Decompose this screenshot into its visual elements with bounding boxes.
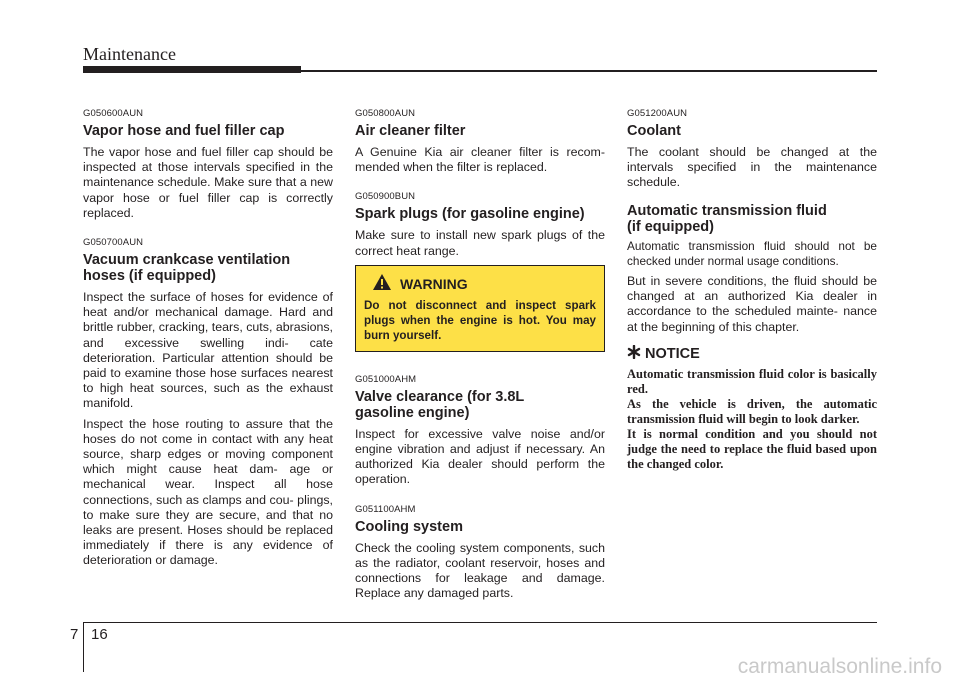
- section-code: G051100AHM: [355, 503, 416, 515]
- section-code: G050600AUN: [83, 108, 144, 119]
- section-title: Spark plugs (for gasoline engine): [355, 206, 585, 223]
- column-right: [627, 108, 877, 472]
- notice-text: Automatic transmission fluid color is basically red. As the vehicle is driven, the automatic transmission fluid will begin to look darker. It is normal condition and you should not judge the need to replace the fluid based upon the changed color.: [627, 366, 877, 471]
- section-title: Automatic transmission fluid (if equipped): [627, 202, 827, 235]
- notice-box: [627, 345, 877, 472]
- warning-title: WARNING: [400, 276, 468, 293]
- section-paragraph: A Genuine Kia air cleaner filter is recom- mended when the filter is replaced.: [355, 145, 605, 175]
- header-rule: [301, 70, 877, 72]
- section-paragraph: Make sure to install new spark plugs of the correct heat range.: [355, 228, 605, 258]
- section-paragraph: Inspect the surface of hoses for evidence of heat and/or mechanical damage. Hard and brittle rubber, cracking, tears, cuts, abrasions, and excessive swelling indi- cate deterioration. Particular attention should be paid to examine those hose surfaces nearest to high heat sources, such as the exhaust manifold.: [83, 290, 333, 411]
- header-bar: [83, 66, 301, 73]
- footer-tick: [83, 622, 84, 672]
- section-code: G050700AUN: [83, 237, 144, 249]
- column-left: [83, 108, 333, 585]
- section-paragraph: Inspect the hose routing to assure that the hoses do not come in contact with any heat source, sharp edges or moving component which might cause heat dam- age or mechanical wear. Inspect all hose connections, such as clamps and cou- plings, to make sure they are secure, and that no leaks are present. Hoses should be replaced immediately if there is any evidence of deterioration or damage.: [83, 416, 333, 568]
- notice-header: [627, 345, 877, 363]
- section-code: G051200AUN: [627, 108, 688, 119]
- section-vapor-hose: [83, 108, 333, 221]
- section-paragraph: Automatic transmission fluid should not be checked under normal usage conditions.: [627, 238, 877, 268]
- section-title: Valve clearance (for 3.8L gasoline engine): [355, 388, 525, 421]
- section-paragraph: Inspect for excessive valve noise and/or engine vibration and adjust if necessary. An authorized Kia dealer should perform the operation.: [355, 426, 605, 487]
- section-atf: [627, 203, 877, 335]
- section-spark-plugs: [355, 191, 605, 258]
- column-middle: [355, 108, 605, 617]
- section-valve-clearance: [355, 374, 605, 488]
- section-paragraph: The vapor hose and fuel filler cap should be inspected at those intervals specified in the maintenance schedule. Make sure that a new vapor hose or fuel filler cap is correctly replaced.: [83, 145, 333, 220]
- warning-box: [355, 265, 605, 352]
- section-paragraph: Check the cooling system components, such as the radiator, coolant reservoir, hoses and connections for leakage and damage. Replace any damaged parts.: [355, 540, 605, 601]
- section-coolant: [627, 108, 877, 191]
- page-number: 16: [91, 626, 108, 643]
- section-code: G050900BUN: [355, 191, 416, 203]
- section-paragraph: But in severe conditions, the fluid should be changed at an authorized Kia dealer in accordance to the scheduled mainte- nance at the beginning of this chapter.: [627, 274, 877, 334]
- section-air-cleaner: [355, 108, 605, 175]
- section-code: G051000AHM: [355, 373, 417, 385]
- section-title: Vapor hose and fuel filler cap: [83, 123, 285, 139]
- section-title: Air cleaner filter: [355, 123, 466, 139]
- section-title: Vacuum crankcase ventilation hoses (if equipped): [83, 252, 291, 285]
- section-title: Coolant: [627, 123, 681, 139]
- warning-triangle-icon: [372, 273, 392, 296]
- page-header-title: Maintenance: [83, 44, 176, 64]
- footer-rule: [83, 622, 877, 623]
- section-code: G050800AUN: [355, 108, 416, 119]
- section-paragraph: The coolant should be changed at the intervals specified in the maintenance schedule.: [627, 145, 877, 190]
- warning-text: Do not disconnect and inspect spark plugs when the engine is hot. You may burn yourself.: [364, 298, 596, 342]
- watermark: carmanualsonline.info: [737, 655, 942, 678]
- notice-title: NOTICE: [645, 345, 700, 362]
- section-crankcase-hoses: [83, 237, 333, 569]
- section-cooling-system: [355, 504, 605, 602]
- chapter-number: 7: [70, 626, 79, 643]
- warning-header: [372, 273, 596, 296]
- notice-star-icon: [627, 345, 641, 363]
- section-title: Cooling system: [355, 518, 463, 535]
